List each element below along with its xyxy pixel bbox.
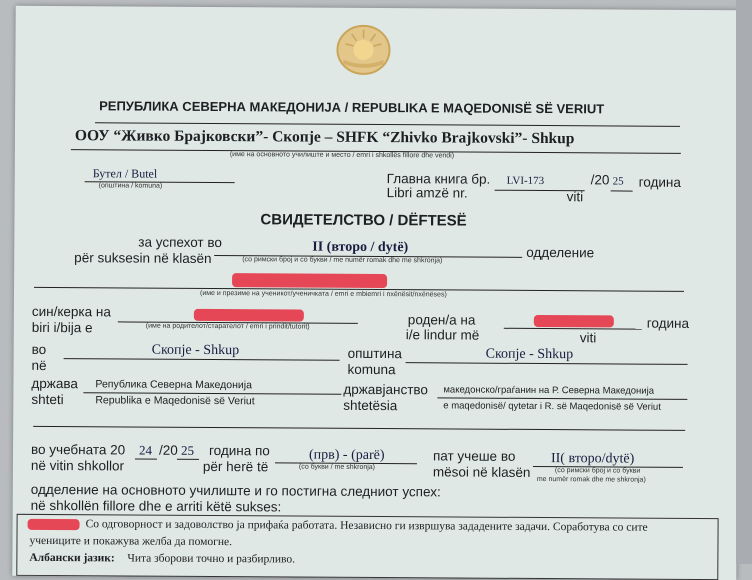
coat-of-arms-icon <box>333 20 393 81</box>
place-label-sq: në <box>32 358 47 373</box>
register-year: 25 <box>613 175 624 187</box>
attended-label-sq: mësoi në klasën <box>433 464 531 480</box>
attended-caption-1: (со римски број и со букви <box>555 467 640 475</box>
place-value: Скопје - Shkup <box>152 343 240 360</box>
grade-suffix: одделение <box>526 245 594 260</box>
grade-value: II (второ / dytë) <box>312 240 408 257</box>
born-label-sq: i/e lindur më <box>406 327 480 342</box>
document-title: СВИДЕТЕЛСТВО / DËFTESË <box>260 211 466 229</box>
attended-label-mk: пат учеше во <box>433 448 515 464</box>
success-line-sq: në shkollën fillore dhe e arriti këtë sukses: <box>31 498 282 515</box>
country-value-mk: Република Северна Македонија <box>95 378 252 391</box>
subject-text: Чита зборови точно и разбирливо. <box>127 552 295 565</box>
school-name: ООУ “Живко Брајковски”- Скопје – SHFK “Zhivko Brajkovski”- Shkup <box>75 127 575 148</box>
remark-line-2: учениците и покажува желба да помогне. <box>29 535 232 548</box>
schoolyear-from: 24 <box>139 443 152 459</box>
parent-label-sq: biri i/bija e <box>32 320 93 335</box>
register-label-sq: Libri amzë nr. <box>387 185 468 200</box>
time-value: (прв) - (parë) <box>309 448 385 464</box>
grade-label-mk: за успехот во <box>138 235 222 251</box>
remark-line-1: Со одговорност и задоволство ја прифаќа работата. Независно ги извршува зададените задачи. Соработува со сите <box>86 518 648 533</box>
school-caption: (име на основното училиште и место / emri i shkollës fillore dhe vendi) <box>230 151 454 159</box>
student-name-caption: (име и презиме на ученикот/ученичката / emri e mbiemri i nxënësit/nxënëses) <box>200 290 447 299</box>
success-line-mk: одделение на основното училиште и го постигна следниот успех: <box>31 482 441 500</box>
municipality-label-mk: општина <box>348 346 402 361</box>
citizenship-value-mk: македонско/граѓанин на Р. Северна Македонија <box>443 384 654 396</box>
time-caption: (со букви / me shkronja) <box>299 464 375 471</box>
redacted-remark-name <box>28 519 80 530</box>
republic-heading: РЕПУБЛИКА СЕВЕРНА МАКЕДОНИЈА / REPUBLIKA E MAQEDONISË SË VERIUT <box>99 98 604 116</box>
redacted-student-name <box>232 273 387 288</box>
time-label-sq: për herë të <box>203 459 268 474</box>
parent-label-mk: син/керка на <box>32 304 111 319</box>
register-number: LVI-173 <box>507 175 545 187</box>
register-slash: /20 <box>591 172 610 187</box>
redacted-parent-name <box>194 309 304 322</box>
country-label-sq: shteti <box>31 392 63 407</box>
redacted-birth-date <box>534 315 614 327</box>
municipality-label-sq: komuna <box>347 362 395 377</box>
attended-caption-2: me numër romak dhe me shkronja) <box>537 476 646 484</box>
grade-label-sq: për suksesin në klasën <box>74 250 211 266</box>
born-year-label-sq: viti <box>580 330 597 345</box>
municipality-place-value: Скопје - Shkup <box>486 347 574 364</box>
schoolyear-label-mk: во учебната 20 <box>31 442 125 458</box>
country-label-mk: држава <box>31 376 78 391</box>
background-edge <box>736 0 752 564</box>
grade-caption: (со римски број и со букви / me numër romak dhe me shkronja) <box>242 256 442 264</box>
citizenship-label-sq: shtetësia <box>343 398 397 413</box>
register-year-label-mk: година <box>639 175 681 190</box>
schoolyear-slash: /20 <box>159 443 178 458</box>
place-label-mk: во <box>32 342 47 357</box>
country-value-sq: Republika e Maqedonisë së Veriut <box>95 394 254 407</box>
municipality-value: Бутел / Butel <box>93 166 158 181</box>
parent-caption: (име на родителот/старателот / emri i prindit/tutorit) <box>146 323 310 331</box>
subject-label: Албански јазик: <box>29 552 114 565</box>
certificate-paper <box>12 6 739 580</box>
born-year-label-mk: година <box>647 316 689 331</box>
citizenship-value-sq: e maqedonisë/ qytetar i R. së Maqedonisë së Veriut <box>443 400 661 412</box>
schoolyear-to: 25 <box>181 443 194 459</box>
attended-value: II( второ/dytë) <box>551 451 634 468</box>
time-label-mk: година по <box>209 443 270 458</box>
schoolyear-label-sq: në vitin shkollor <box>31 458 124 474</box>
citizenship-label-mk: државјанство <box>343 382 428 398</box>
register-label-mk: Главна книга бр. <box>387 171 491 187</box>
register-year-label-sq: viti <box>567 189 584 204</box>
remarks-box <box>16 514 718 580</box>
born-label-mk: роден/а на <box>408 312 476 327</box>
municipality-caption: (општина / komuna) <box>99 182 163 189</box>
